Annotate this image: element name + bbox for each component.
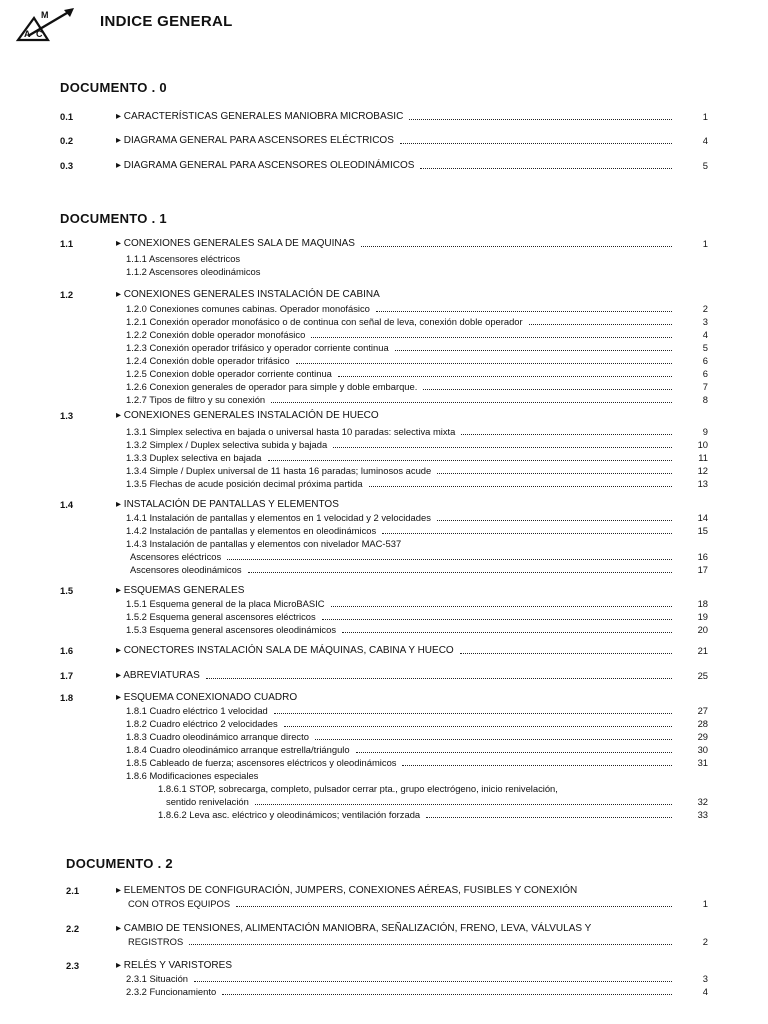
- dot-leader: [437, 473, 672, 474]
- entry-title: 1.2.0 Conexiones comunes cabinas. Operador monofásico: [126, 303, 370, 314]
- toc-subsection-row: [60, 393, 708, 407]
- dot-leader: [402, 765, 672, 766]
- section-number: 1.1: [60, 238, 74, 249]
- entry-title: 1.1.2 Ascensores oleodinámicos: [126, 266, 261, 277]
- toc-subsection-row: [60, 769, 708, 783]
- toc-section-row: [60, 134, 708, 148]
- dot-leader: [268, 460, 672, 461]
- entry-title: 2.3.1 Situación: [126, 973, 189, 984]
- svg-text:M: M: [41, 10, 49, 20]
- toc-subsection-row: [60, 315, 708, 329]
- entry-title: 1.2.2 Conexión doble operador monofásico: [126, 329, 306, 340]
- page-number: 31: [697, 757, 708, 768]
- page-number: 1: [702, 898, 708, 909]
- dot-leader: [311, 337, 672, 338]
- entry-title: ▸ CONEXIONES GENERALES SALA DE MAQUINAS: [116, 238, 355, 249]
- page-number: 3: [702, 973, 708, 984]
- entry-title: 1.4.1 Instalación de pantallas y elementos en 1 velocidad y 2 velocidades: [126, 512, 431, 523]
- entry-title: ▸ DIAGRAMA GENERAL PARA ASCENSORES OLEODINÁMICOS: [116, 160, 415, 171]
- entry-title: 1.1.1 Ascensores eléctricos: [126, 253, 241, 264]
- dot-leader: [194, 981, 672, 982]
- dot-leader: [361, 246, 672, 247]
- dot-leader: [296, 363, 672, 364]
- toc-subsection-row: [60, 550, 708, 564]
- page-number: 16: [697, 551, 708, 562]
- toc-subsection-row: [60, 795, 708, 809]
- entry-title: 1.2.1 Conexión operador monofásico o de continua con señal de leva, conexión doble operador: [126, 316, 523, 327]
- section-number: 0.1: [60, 111, 74, 122]
- entry-title: ▸ CONEXIONES GENERALES INSTALACIÓN DE CABINA: [116, 289, 380, 300]
- toc-section-row: [60, 110, 708, 124]
- entry-title: 1.2.6 Conexion generales de operador para simple y doble embarque.: [126, 381, 418, 392]
- page-number: 27: [697, 705, 708, 716]
- toc-section-row: [60, 237, 708, 251]
- dot-leader: [338, 376, 672, 377]
- page-number: 33: [697, 809, 708, 820]
- toc-subsection-row: [60, 782, 708, 796]
- dot-leader: [248, 572, 672, 573]
- dot-leader: [206, 678, 672, 679]
- toc-subsection-row: [60, 328, 708, 342]
- page-number: 2: [702, 303, 708, 314]
- page-number: 4: [702, 329, 708, 340]
- toc-subsection-row: [60, 808, 708, 822]
- page-number: 10: [697, 439, 708, 450]
- entry-title: 1.8.5 Cableado de fuerza; ascensores eléctricos y oleodinámicos: [126, 757, 397, 768]
- page-number: 7: [702, 381, 708, 392]
- dot-leader: [255, 804, 672, 805]
- toc-subsection-row: [60, 477, 708, 491]
- dot-leader: [189, 944, 672, 945]
- toc-subsection-row: [60, 743, 708, 757]
- entry-title: ▸ ELEMENTOS DE CONFIGURACIÓN, JUMPERS, CONEXIONES AÉREAS, FUSIBLES Y CONEXIÓN: [116, 885, 578, 896]
- dot-leader: [423, 389, 672, 390]
- page-number: 1: [702, 111, 708, 122]
- document-heading-0: DOCUMENTO . 0: [60, 80, 167, 95]
- toc-subsection-row: [60, 265, 708, 279]
- toc-section-row: [60, 584, 708, 598]
- entry-title: Ascensores eléctricos: [130, 551, 222, 562]
- toc-subsection-row: [60, 341, 708, 355]
- entry-title: 1.4.3 Instalación de pantallas y elementos con nivelador MAC-537: [126, 538, 402, 549]
- page-title: INDICE GENERAL: [100, 13, 233, 30]
- dot-leader: [222, 994, 672, 995]
- entry-title: 1.3.2 Simplex / Duplex selectiva subida y bajada: [126, 439, 328, 450]
- toc-subsection-row: [60, 354, 708, 368]
- toc-section-row: [60, 691, 708, 705]
- svg-text:C: C: [36, 29, 43, 39]
- dot-leader: [271, 402, 672, 403]
- entry-title: CON OTROS EQUIPOS: [128, 898, 231, 909]
- dot-leader: [529, 324, 672, 325]
- dot-leader: [331, 606, 672, 607]
- dot-leader: [342, 632, 672, 633]
- page-number: 2: [702, 936, 708, 947]
- toc-subsection-row: [60, 302, 708, 316]
- toc-subsection-row: [60, 524, 708, 538]
- page-number: 18: [697, 598, 708, 609]
- dot-leader: [395, 350, 672, 351]
- page-number: 4: [702, 135, 708, 146]
- toc-section-row: [60, 288, 708, 302]
- section-number: 2.1: [66, 885, 80, 896]
- toc-section-row: [66, 959, 708, 973]
- document-heading-1: DOCUMENTO . 1: [60, 211, 167, 226]
- section-number: 1.6: [60, 645, 74, 656]
- section-number: 1.8: [60, 692, 74, 703]
- entry-title: 1.8.1 Cuadro eléctrico 1 velocidad: [126, 705, 268, 716]
- entry-title: 1.3.5 Flechas de acude posición decimal próxima partida: [126, 478, 363, 489]
- dot-leader: [376, 311, 672, 312]
- document-heading-2: DOCUMENTO . 2: [66, 856, 173, 871]
- section-number: 0.2: [60, 135, 74, 146]
- entry-title: 1.8.6.2 Leva asc. eléctrico y oleodinámicos; ventilación forzada: [158, 809, 421, 820]
- toc-subsection-row: [66, 972, 708, 986]
- entry-title: 1.8.6.1 STOP, sobrecarga, completo, pulsador cerrar pta., grupo electrógeno, inicio renivelación,: [158, 783, 558, 794]
- entry-title: ▸ ABREVIATURAS: [116, 670, 200, 681]
- toc-section-row: [60, 409, 708, 423]
- svg-text:A: A: [24, 29, 31, 39]
- entry-title: ▸ DIAGRAMA GENERAL PARA ASCENSORES ELÉCTRICOS: [116, 135, 394, 146]
- page-number: 25: [697, 670, 708, 681]
- section-number: 1.7: [60, 670, 74, 681]
- dot-leader: [460, 653, 672, 654]
- section-number: 1.5: [60, 585, 74, 596]
- entry-title: ▸ ESQUEMA CONEXIONADO CUADRO: [116, 692, 298, 703]
- toc-section-row: [60, 644, 708, 658]
- toc-subsection-row: [60, 610, 708, 624]
- entry-title: 1.3.1 Simplex selectiva en bajada o universal hasta 10 paradas: selectiva mixta: [126, 426, 456, 437]
- page-number: 29: [697, 731, 708, 742]
- page-number: 20: [697, 624, 708, 635]
- page-number: 9: [702, 426, 708, 437]
- entry-title: Ascensores oleodinámicos: [130, 564, 242, 575]
- dot-leader: [426, 817, 672, 818]
- page-number: 4: [702, 986, 708, 997]
- dot-leader: [333, 447, 672, 448]
- toc-subsection-row: [60, 730, 708, 744]
- toc-section-row: [66, 922, 708, 936]
- entry-title: 1.8.6 Modificaciones especiales: [126, 770, 259, 781]
- toc-subsection-row: [60, 464, 708, 478]
- dot-leader: [315, 739, 672, 740]
- section-number: 1.4: [60, 499, 74, 510]
- dot-leader: [284, 726, 672, 727]
- entry-title: 1.5.1 Esquema general de la placa MicroBASIC: [126, 598, 325, 609]
- entry-title: ▸ ESQUEMAS GENERALES: [116, 585, 245, 596]
- toc-subsection-row: [60, 597, 708, 611]
- dot-leader: [461, 434, 672, 435]
- toc-subsection-row: [60, 623, 708, 637]
- section-number: 0.3: [60, 160, 74, 171]
- entry-title: 1.2.5 Conexion doble operador corriente continua: [126, 368, 332, 379]
- page-number: 6: [702, 355, 708, 366]
- toc-subsection-row: [60, 438, 708, 452]
- entry-title: 1.2.3 Conexión operador trifásico y operador corriente continua: [126, 342, 389, 353]
- entry-title: 1.8.3 Cuadro oleodinámico arranque directo: [126, 731, 309, 742]
- entry-title: REGISTROS: [128, 936, 184, 947]
- entry-title: 1.8.2 Cuadro eléctrico 2 velocidades: [126, 718, 278, 729]
- page-number: 32: [697, 796, 708, 807]
- entry-title: 1.5.3 Esquema general ascensores oleodinámicos: [126, 624, 337, 635]
- page-number: 8: [702, 394, 708, 405]
- entry-title: 2.3.2 Funcionamiento: [126, 986, 217, 997]
- entry-title: ▸ CONEXIONES GENERALES INSTALACIÓN DE HUECO: [116, 410, 379, 421]
- page-number: 30: [697, 744, 708, 755]
- entry-title: sentido renivelación: [166, 796, 249, 807]
- page-number: 3: [702, 316, 708, 327]
- entry-title: 1.3.4 Simple / Duplex universal de 11 hasta 16 paradas; luminosos acude: [126, 465, 432, 476]
- toc-subsection-row: [60, 367, 708, 381]
- entry-title: 1.2.7 Tipos de filtro y su conexión: [126, 394, 266, 405]
- dot-leader: [382, 533, 672, 534]
- page-number: 6: [702, 368, 708, 379]
- dot-leader: [236, 906, 672, 907]
- dot-leader: [400, 143, 672, 144]
- section-number: 2.3: [66, 960, 80, 971]
- toc-subsection-row: [60, 451, 708, 465]
- toc-subsection-row: [66, 985, 708, 999]
- toc-subsection-row: [60, 252, 708, 266]
- section-number: 1.2: [60, 289, 74, 300]
- entry-title: 1.2.4 Conexión doble operador trifásico: [126, 355, 290, 366]
- page-number: 5: [702, 160, 708, 171]
- toc-subsection-row: [66, 897, 708, 911]
- toc-subsection-row: [60, 704, 708, 718]
- toc-subsection-row: [60, 563, 708, 577]
- toc-section-row: [66, 884, 708, 898]
- page-number: 13: [697, 478, 708, 489]
- toc-subsection-row: [60, 425, 708, 439]
- page-number: 15: [697, 525, 708, 536]
- page-number: 17: [697, 564, 708, 575]
- page-number: 11: [698, 452, 708, 463]
- entry-title: ▸ INSTALACIÓN DE PANTALLAS Y ELEMENTOS: [116, 499, 339, 510]
- entry-title: 1.4.2 Instalación de pantallas y elementos en oleodinámicos: [126, 525, 377, 536]
- toc-subsection-row: [60, 756, 708, 770]
- dot-leader: [274, 713, 672, 714]
- page-number: 5: [702, 342, 708, 353]
- toc-subsection-row: [66, 935, 708, 949]
- page-number: 19: [697, 611, 708, 622]
- toc-section-row: [60, 159, 708, 173]
- toc-section-row: [60, 498, 708, 512]
- section-number: 2.2: [66, 923, 80, 934]
- dot-leader: [409, 119, 672, 120]
- page-number: 21: [697, 645, 708, 656]
- dot-leader: [227, 559, 672, 560]
- page-number: 1: [702, 238, 708, 249]
- toc-subsection-row: [60, 537, 708, 551]
- entry-title: 1.5.2 Esquema general ascensores eléctricos: [126, 611, 316, 622]
- dot-leader: [420, 168, 672, 169]
- page-number: 14: [697, 512, 708, 523]
- dot-leader: [322, 619, 672, 620]
- page-number: 28: [697, 718, 708, 729]
- section-number: 1.3: [60, 410, 74, 421]
- dot-leader: [369, 486, 672, 487]
- toc-subsection-row: [60, 380, 708, 394]
- entry-title: ▸ CONECTORES INSTALACIÓN SALA DE MÁQUINAS, CABINA Y HUECO: [116, 645, 454, 656]
- dot-leader: [356, 752, 672, 753]
- entry-title: ▸ CAMBIO DE TENSIONES, ALIMENTACIÓN MANIOBRA, SEÑALIZACIÓN, FRENO, LEVA, VÁLVULAS Y: [116, 923, 592, 934]
- entry-title: ▸ CARACTERÍSTICAS GENERALES MANIOBRA MICROBASIC: [116, 111, 404, 122]
- dot-leader: [437, 520, 672, 521]
- toc-subsection-row: [60, 717, 708, 731]
- page-number: 12: [697, 465, 708, 476]
- entry-title: 1.8.4 Cuadro oleodinámico arranque estrella/triángulo: [126, 744, 350, 755]
- toc-section-row: [60, 669, 708, 683]
- entry-title: ▸ RELÉS Y VARISTORES: [116, 960, 232, 971]
- toc-subsection-row: [60, 511, 708, 525]
- entry-title: 1.3.3 Duplex selectiva en bajada: [126, 452, 262, 463]
